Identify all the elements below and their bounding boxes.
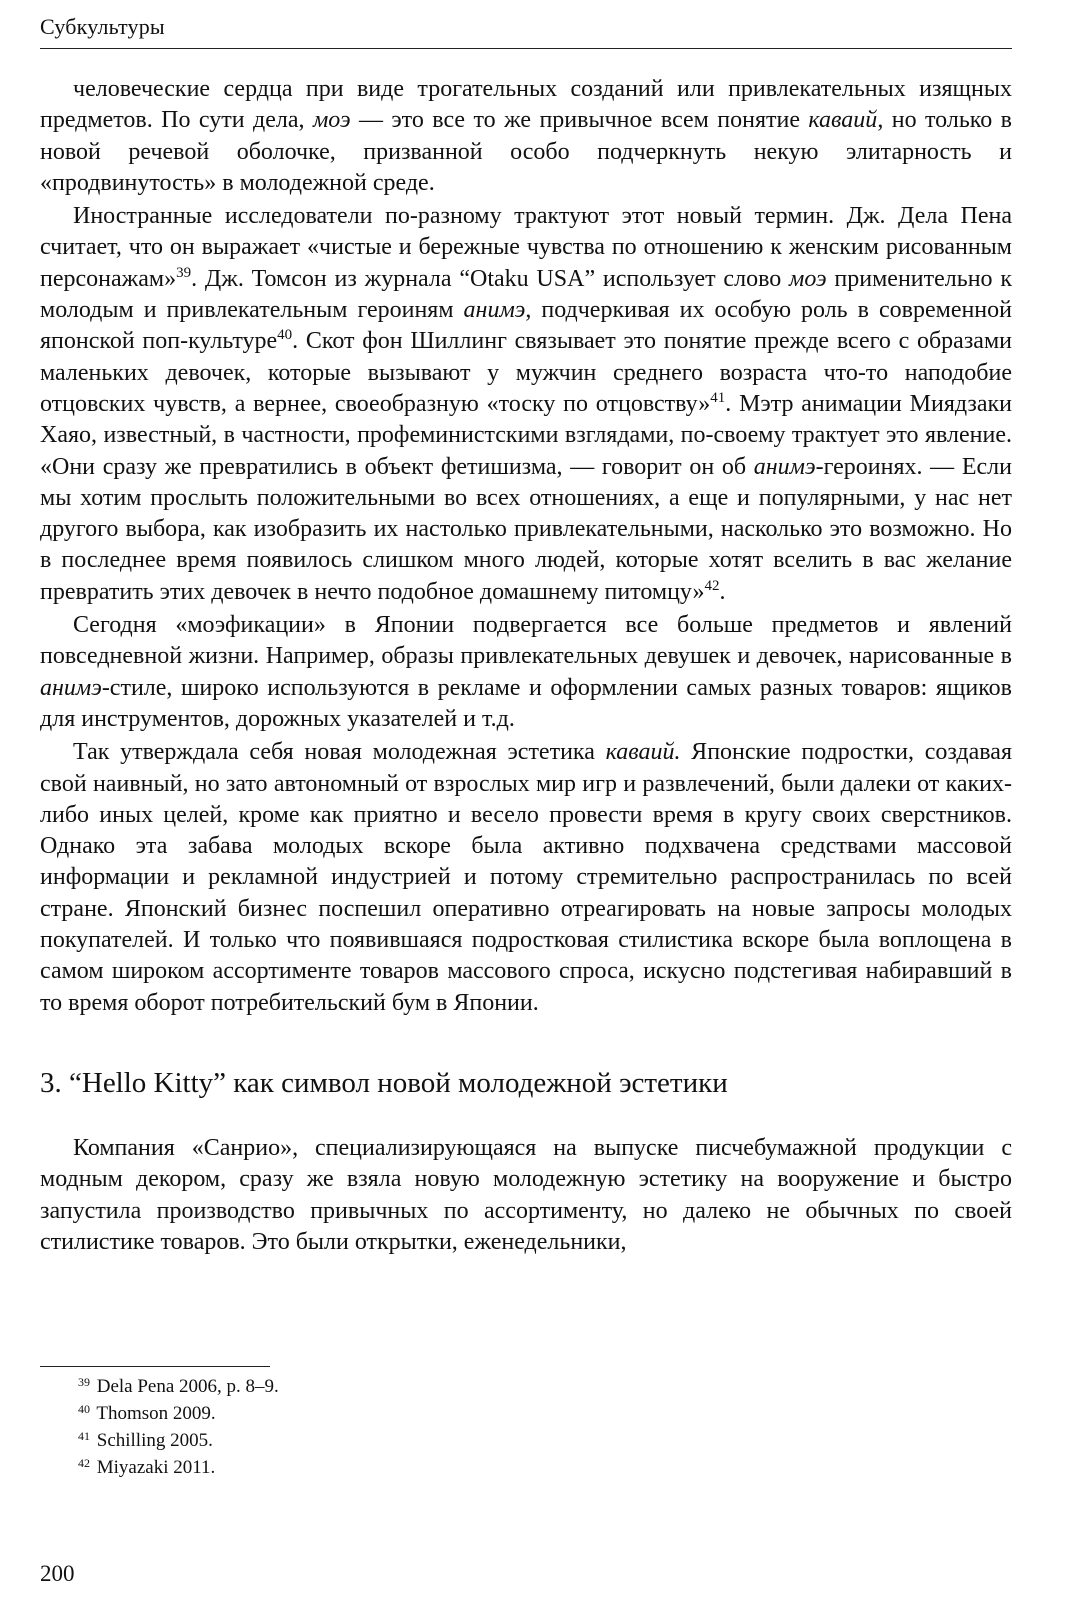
footnote-text: Dela Pena 2006, p. 8–9. bbox=[92, 1376, 279, 1397]
footnote bbox=[78, 1454, 279, 1481]
footnote-ref: 42 bbox=[704, 577, 720, 594]
running-head: Субкультуры bbox=[40, 14, 165, 39]
italic-term: моэ bbox=[312, 107, 351, 134]
text-run: человеческие сердца при виде трогательных созданий или привлекательных изящных предметов. По сути дела, bbox=[40, 76, 1012, 134]
text-run: Так утверждала себя новая молодежная эстетика bbox=[73, 739, 606, 766]
footnote-text: Thomson 2009. bbox=[92, 1403, 216, 1424]
text-run: . Мэтр анимации Миядзаки Хаяо, известный, в частности, профеминистскими взглядами, по-своему трактует это явление. «Они сразу же превратились в объект фетишизма, — говорит он об bbox=[40, 390, 1012, 480]
italic-term: анимэ bbox=[40, 674, 102, 701]
page-body bbox=[40, 74, 1012, 1260]
paragraph bbox=[40, 1133, 1012, 1258]
italic-term: каваий. bbox=[605, 739, 681, 766]
text-run: , подчеркивая их особую роль в современной японской поп-культуре bbox=[40, 297, 1012, 355]
footnote-number: 41 bbox=[78, 1429, 90, 1443]
footnote-number: 39 bbox=[78, 1375, 90, 1389]
footnote-ref: 39 bbox=[176, 264, 192, 281]
footnote bbox=[78, 1373, 279, 1400]
italic-term: моэ bbox=[789, 265, 827, 292]
section-paragraphs bbox=[40, 1133, 1012, 1258]
paragraph bbox=[40, 201, 1012, 608]
header-rule bbox=[40, 48, 1012, 49]
paragraph bbox=[40, 737, 1012, 1019]
footnote bbox=[78, 1427, 279, 1454]
paragraph bbox=[40, 74, 1012, 199]
text-run: Компания «Санрио», специализирующаяся на выпуске писчебумажной продукции с модным декором, сразу же взяла новую молодежную эстетику на вооружение и быстро запустила производство привычных по ассортименту, но далеко не обычных по своей стилистике товаров. Это были открытки, еженедельники, bbox=[40, 1134, 1012, 1255]
text-run: , но только в новой речевой оболочке, призванной особо подчеркнуть некую элитарность и «продвинутость» в молодежной среде. bbox=[40, 107, 1012, 196]
footnote-text: Schilling 2005. bbox=[92, 1430, 213, 1451]
text-run: . Дж. Томсон из журнала “Otaku USA” использует слово bbox=[191, 265, 790, 292]
body-paragraphs bbox=[40, 74, 1012, 1019]
text-run: . Скот фон Шиллинг связывает это понятие прежде всего с образами маленьких девочек, которые вызывают у мужчин среднего возраста что-то наподобие отцовских чувств, а вернее, своеобразную «тоску по отцовству» bbox=[40, 328, 1012, 417]
page-number: 200 bbox=[40, 1561, 75, 1586]
footnotes bbox=[78, 1373, 279, 1481]
italic-term: анимэ bbox=[463, 297, 526, 324]
text-run: . bbox=[719, 578, 726, 605]
italic-term: анимэ bbox=[753, 453, 816, 480]
paragraph bbox=[40, 610, 1012, 735]
footnote-text: Miyazaki 2011. bbox=[92, 1457, 216, 1478]
text-run: — это все то же привычное всем понятие bbox=[350, 107, 809, 134]
text-run: применительно к молодым и привлекательным героиням bbox=[40, 265, 1012, 324]
footnote-ref: 40 bbox=[277, 327, 293, 344]
text-run: -стиле, широко используются в рекламе и оформлении самых разных товаров: ящиков для инструментов, дорожных указателей и т.д. bbox=[40, 674, 1012, 732]
section-heading: 3. “Hello Kitty” как символ новой молодежной эстетики bbox=[40, 1066, 728, 1099]
footnote-ref: 41 bbox=[710, 389, 726, 406]
footnote-rule bbox=[40, 1366, 270, 1367]
footnote bbox=[78, 1400, 279, 1427]
text-run: Японские подростки, создавая свой наивный, но зато автономный от взрослых мир игр и развлечений, были далеки от каких-либо иных целей, кроме как приятно и весело провести время в кругу своих сверстников. Однако эта забава молодых вскоре была активно подхвачена средствами массовой информации и рекламной индустрией и потому стремительно распространилась по всей стране. Японский бизнес поспешил оперативно отреагировать на новые запросы молодых покупателей. И только что появившаяся подростковая стилистика вскоре была воплощена в самом широком ассортименте товаров массового спроса, искусно подстегивая набиравший в то время оборот потребительский бум в Японии. bbox=[40, 739, 1012, 1016]
footnote-number: 42 bbox=[78, 1456, 90, 1470]
text-run: -героинях. — Если мы хотим прослыть положительными во всех отношениях, а еще и популярными, у нас нет другого выбора, как изобразить их настолько привлекательными, насколько это возможно. Но в последнее время появилось слишком много людей, которые хотят вселить в вас желание превратить этих девочек в нечто подобное домашнему питомцу» bbox=[40, 453, 1012, 605]
footnote-number: 40 bbox=[78, 1402, 90, 1416]
italic-term: каваий bbox=[808, 107, 878, 134]
text-run: Иностранные исследователи по-разному трактуют этот новый термин. Дж. Дела Пена считает, что он выражает «чистые и бережные чувства по отношению к женским рисованным персонажам» bbox=[40, 203, 1012, 292]
text-run: Сегодня «моэфикации» в Японии подвергается все больше предметов и явлений повседневной жизни. Например, образы привлекательных девушек и девочек, нарисованные в bbox=[40, 612, 1012, 670]
